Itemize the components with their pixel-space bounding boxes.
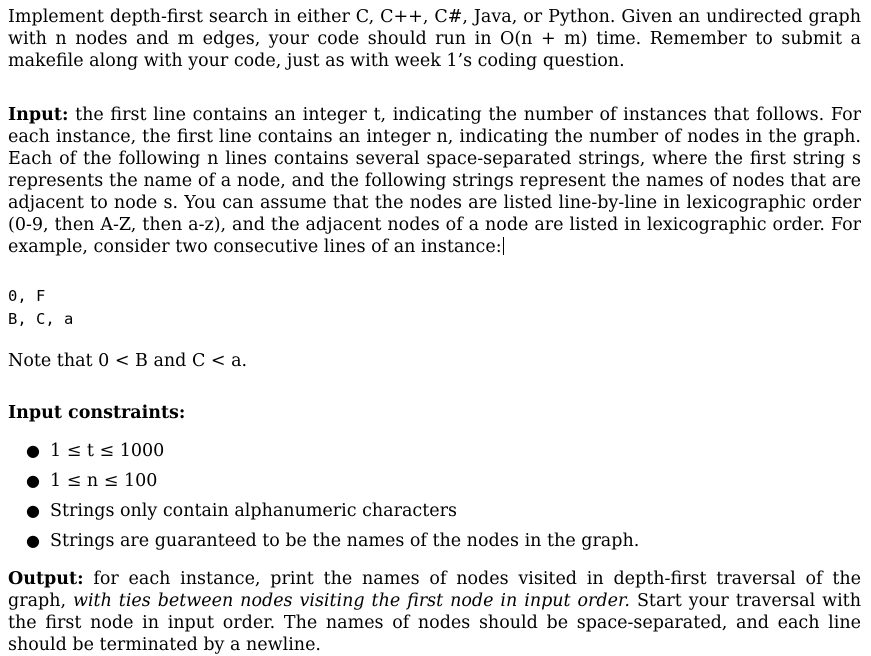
constraints-list [26,440,639,560]
constraint-text: Strings only contain alphanumeric characters [50,501,457,521]
example-line-1: 0, F [8,287,46,305]
intro-text: Implement depth-first search in either C, C++, C#, Java, or Python. Given an undirected graph with n nodes and m edges, your code should run in O(n + m) time. Remember to submit a makefile along with your code, just as with week 1’s coding question. [8,7,861,71]
output-label: Output: [8,569,84,589]
output-paragraph [8,568,861,656]
list-item [26,470,639,500]
bullet-icon: ● [26,531,40,550]
example-line-2: B, C, a [8,310,74,328]
input-label: Input: [8,105,69,125]
bullet-icon: ● [26,501,40,520]
constraint-text: Strings are guaranteed to be the names of the nodes in the graph. [50,531,640,551]
output-text-after: Start your traversal with the first node in input order. The names of nodes should be space-separated, and each line should be terminated by a newline. [8,591,861,655]
list-item [26,530,639,560]
constraints-heading: Input constraints: [8,403,186,423]
output-text-before: for each instance, print the names of nodes visited in depth-first traversal of the graph, [8,569,861,611]
constraint-text: 1 ≤ t ≤ 1000 [50,441,165,461]
bullet-icon: ● [26,441,40,460]
note-text: Note that 0 < B and C < a. [8,351,248,371]
constraint-text: 1 ≤ n ≤ 100 [50,471,158,491]
text-cursor [503,237,504,255]
note-paragraph [8,350,861,372]
list-item [26,500,639,530]
bullet-icon: ● [26,471,40,490]
intro-paragraph [8,6,861,72]
list-item [26,440,639,470]
output-emphasis: with ties between nodes visiting the first node in input order. [72,591,630,611]
input-text: the first line contains an integer t, indicating the number of instances that follows. For each instance, the first line contains an integer n, indicating the number of nodes in the graph. Each of the following n lines contains several space-separated strings, where the first string s represents the name of a node, and the following strings represent the names of nodes that are adjacent to node s. You can assume that the nodes are listed line-by-line in lexicographic order (0-9, then A-Z, then a-z), and the adjacent nodes of a node are listed in lexicographic order. For example, consider two consecutive lines of an instance: [8,105,861,257]
input-paragraph [8,104,861,258]
